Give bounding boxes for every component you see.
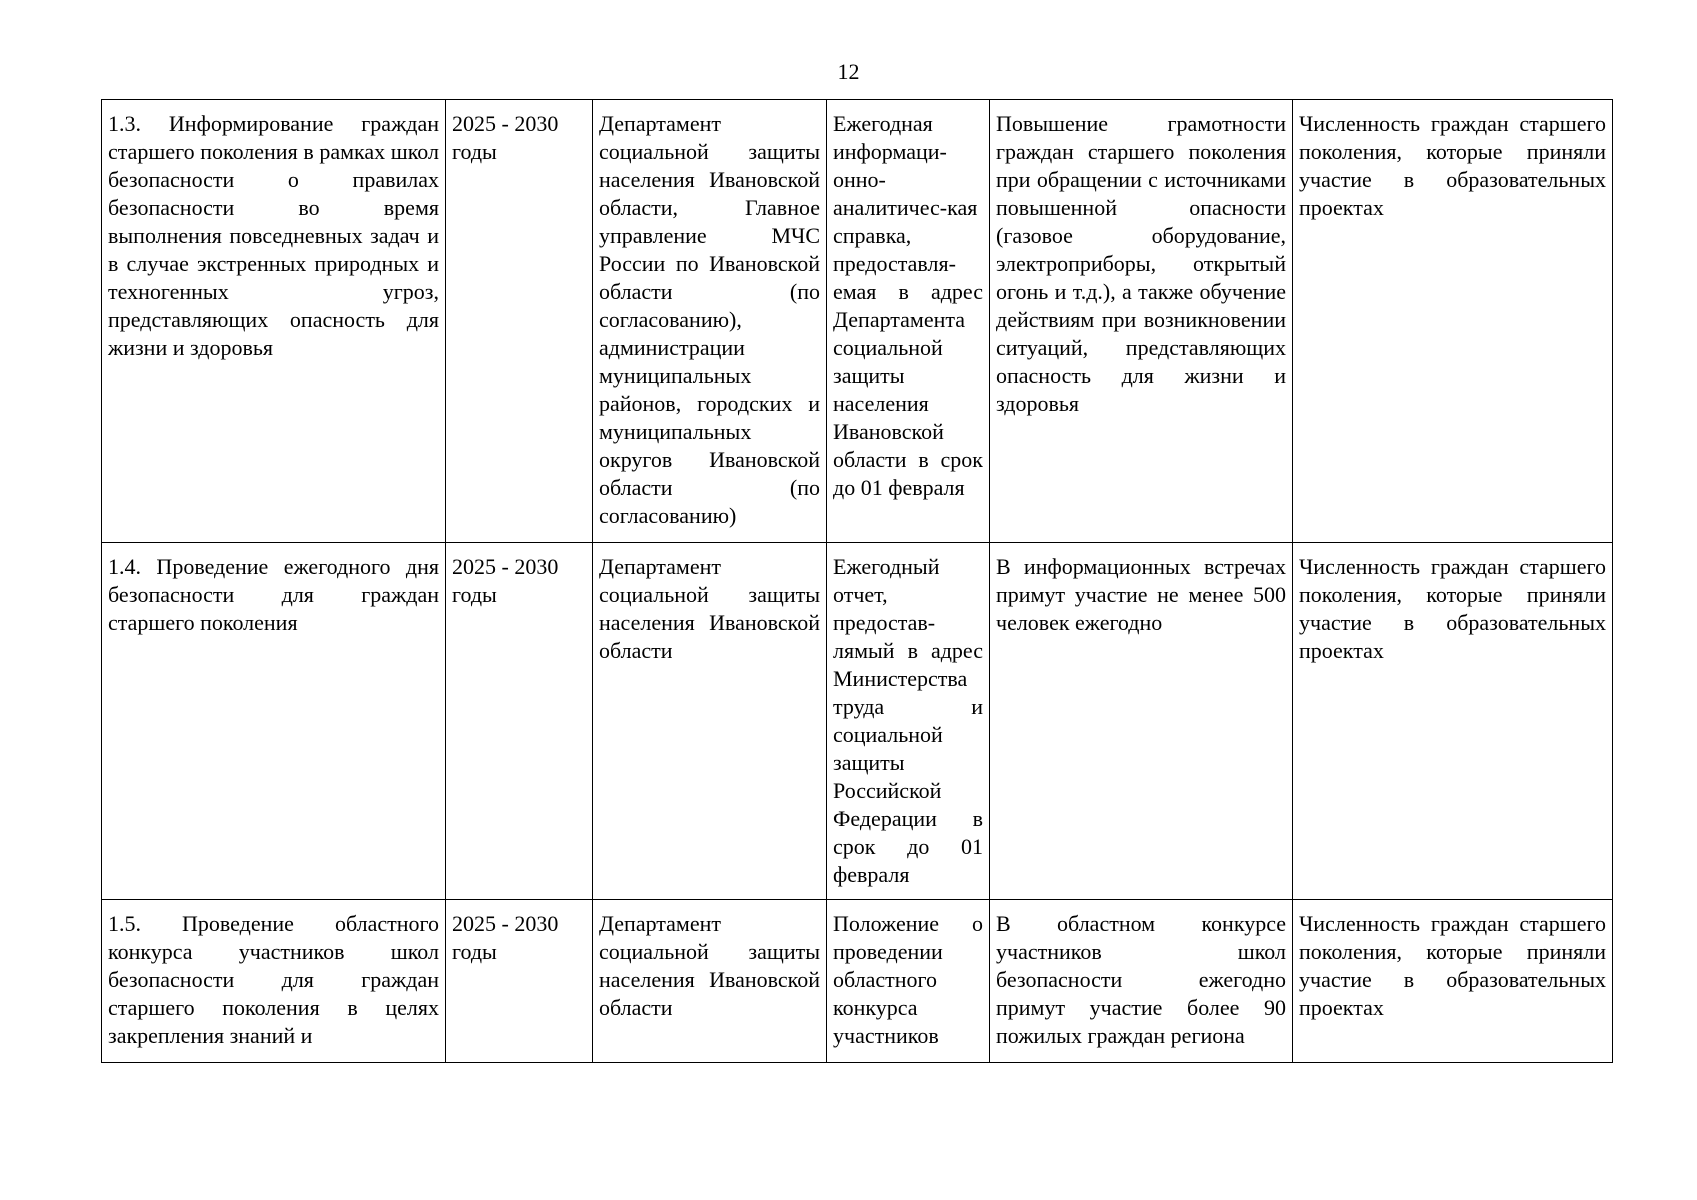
measure-cell: 1.5. Проведение областного конкурса участников школ безопасности для граждан старшего поколения в целях закрепления знаний и (102, 900, 446, 1063)
executors-cell: Департамент социальной защиты населения Ивановской области (593, 900, 827, 1063)
result-cell: Повышение грамотности граждан старшего поколения при обращении с источниками повышенной опасности (газовое оборудование, электроприборы, открытый огонь и т.д.), а также обучение действиям при возникновении ситуаций, представляющих опасность для жизни и здоровья (990, 100, 1293, 543)
measure-cell: 1.3. Информирование граждан старшего поколения в рамках школ безопасности о правилах безопасности во время выполнения повседневных задач и в случае экстренных природных и техногенных угроз, представляющих опасность для жизни и здоровья (102, 100, 446, 543)
report-cell: Ежегодная информаци-онно-аналитичес-кая справка, предоставля-емая в адрес Департамента социальной защиты населения Ивановской области в срок до 01 февраля (827, 100, 990, 543)
executors-cell: Департамент социальной защиты населения Ивановской области, Главное управление МЧС России по Ивановской области (по согласованию), администрации муниципальных районов, городских и муниципальных округов Ивановской области (по согласованию) (593, 100, 827, 543)
executors-cell: Департамент социальной защиты населения Ивановской области (593, 543, 827, 900)
indicator-cell: Численность граждан старшего поколения, которые приняли участие в образовательных проектах (1293, 543, 1613, 900)
period-cell: 2025 - 2030 годы (446, 100, 593, 543)
table-row (102, 543, 1613, 900)
period-cell: 2025 - 2030 годы (446, 543, 593, 900)
table-row (102, 100, 1613, 543)
measure-cell: 1.4. Проведение ежегодного дня безопасности для граждан старшего поколения (102, 543, 446, 900)
report-cell: Положение о проведении областного конкурса участников (827, 900, 990, 1063)
period-cell: 2025 - 2030 годы (446, 900, 593, 1063)
report-cell: Ежегодный отчет, предостав-лямый в адрес Министерства труда и социальной защиты Российской Федерации в срок до 01 февраля (827, 543, 990, 900)
page-number: 12 (837, 59, 860, 84)
indicator-cell: Численность граждан старшего поколения, которые приняли участие в образовательных проектах (1293, 900, 1613, 1063)
measures-table (101, 99, 1613, 1063)
table-row (102, 900, 1613, 1063)
result-cell: В областном конкурсе участников школ безопасности ежегодно примут участие более 90 пожилых граждан региона (990, 900, 1293, 1063)
result-cell: В информационных встречах примут участие не менее 500 человек ежегодно (990, 543, 1293, 900)
indicator-cell: Численность граждан старшего поколения, которые приняли участие в образовательных проектах (1293, 100, 1613, 543)
